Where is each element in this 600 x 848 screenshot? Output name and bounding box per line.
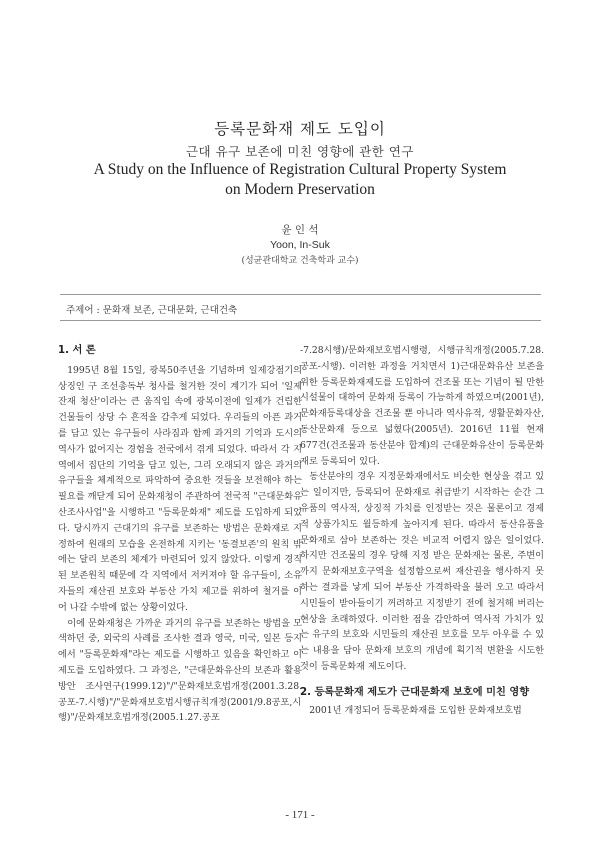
section-1-paragraph-1: 1995년 8월 15일, 광복50주년을 기념하며 일제강점기의 상징인 구 조선총독부 청사를 철거한 것이 계기가 되어 '일제잔재 청산'이라는 큰 움직임 속에 광복이전에 일제가 건립한 건물들이 상당 수 흔적을 감추게 되었다. 우리들의 아픈 과거를 담고 있는 유구들이 사라짐과 함께 과거의 기억과 도시의 역사가 없어지는 경험을 전국에서 겪게 되었다. 따라서 각 지역에서 집단의 기억을 담고 있는, 그리 오래되지 않은 과거의 유구들을 체계적으로 파악하여 중요한 것들을 보전해야 하는 필요를 깨닫게 되어 문화재청이 주관하여 전국적 "근대문화유산조사사업"을 시행하고 "등록문화재" 제도를 도입하게 되었다. 당시까지 근대기의 유구를 보존하는 방법은 문화재로 지정하여 원래의 모습을 온전하게 지키는 '동결보존'의 원칙 밖에는 달리 보존의 체계가 마련되어 있지 않았다. 이렇게 경직된 보존원칙 때문에 각 지역에서 저커져야 할 유구들이, 소유자들의 재산권 보호와 부동산 가치 제고를 위하여 철거를 이어 나갈 수밖에 없는 상황이었다. [58, 364, 302, 613]
author-name-korean: 윤 인 석 [281, 224, 319, 236]
right-column-paragraph-1: -7.28시행)/문화재보호법시행령, 시행규칙개정(2005.7.28.공포-시행). 이러한 과정을 거치면서 1)근대문화유산 보존을 위한 등록문화재제도를 도입하여 건조물 또는 기념이 될 만한 시설물이 대하여 문화재 등록이 가능하게 하였으며(2001년), 문화재등록대상을 건조물 뿐 아니라 역사유적, 생활문화자산, 동산문화재 등으로 넓혔다(2005년). 2016년 11월 현재 677건(건조물과 동산분야 합계)의 근대문화유산이 등록문화재로 등록되어 있다. [300, 345, 544, 467]
keywords-bottom-rule [60, 320, 541, 321]
section-2-paragraph: 2001년 개정되어 등록문화재를 도입한 문화재보호법 [309, 704, 522, 716]
right-column-paragraph-2: 동산분야의 경우 지정문화재에서도 비슷한 현상을 겪고 있는 일이지만, 등록되어 문화재로 취급받기 시작하는 순간 그 유품의 역사적, 상징적 가치를 인정받는 것은 물론이고 경제적 상품가치도 월등하게 높아지게 된다. 따라서 동산유품을 문화재로 삼아 보존하는 것은 비교적 어렵지 않은 일이었다. 하지만 건조물의 경우 당해 지정 받은 문화재는 물론, 주변이 까지 문화재보호구역을 설정함으로써 재산권을 행사하지 못하는 결과를 낳게 되어 부동산 가격하락을 불러 오고 따라서 시민들이 받아들이기 꺼려하고 지정받기 전에 철거해 버리는 현상을 초래하였다. 이러한 점을 감안하여 역사적 가치가 있는 유구의 보호와 시민들의 재산권 보호를 모두 아우를 수 있는 내용을 담아 문화재 보호의 개념에 획기적 변환을 시도한 것이 등록문화재 제도이다. [300, 471, 544, 672]
paper-title-english-line2: on Modern Preservation [225, 181, 375, 198]
left-column [58, 343, 302, 726]
paper-title-english-line1: A Study on the Influence of Registration Cultural Property System [93, 161, 507, 178]
paper-subtitle-korean: 근대 유구 보존에 미친 영향에 관한 연구 [185, 144, 415, 159]
author-affiliation: (성균관대학교 건축학과 교수) [241, 256, 359, 266]
right-column [300, 343, 544, 719]
paper-title-english [0, 160, 600, 200]
paper-title-korean: 등록문화재 제도 도입이 [214, 120, 386, 138]
section-2-heading: 2. 등록문화재 제도가 근대문화재 보호에 미친 영향 [300, 686, 530, 698]
author-name-english: Yoon, In-Suk [270, 239, 330, 251]
section-1-paragraph-2: 이에 문화재청은 가까운 과거의 유구를 보존하는 방법을 모색하던 중, 외국의 사례를 조사한 결과 영국, 미국, 일본 등지에서 "등록문화재"라는 제도를 시행하고 있음을 확인하고 이 제도를 도입하였다. 그 과정은, "근대문화유산의 보존과 활용방안 조사연구(1999.12)"/"문화재보호법개정(2001.3.28.공포-7.시행)"/"문화재보호법시행규칙개정(2001/9.8공포,시행)"/문화재보호법개정(2005.1.27.공포 [58, 617, 302, 724]
section-1-heading: 1. 서 론 [58, 345, 96, 356]
page-number: - 171 - [285, 809, 315, 821]
keywords: 주제어 : 문화재 보존, 근대문화, 근대건축 [66, 305, 238, 316]
keywords-top-rule [60, 294, 541, 295]
